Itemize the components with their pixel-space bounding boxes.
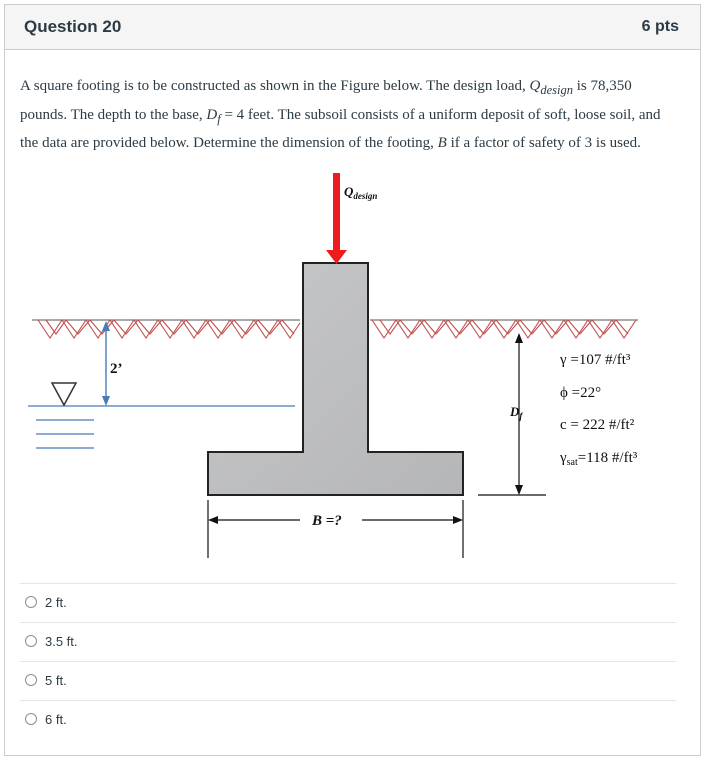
df-symbol: $D_f$: [206, 106, 221, 126]
answer-option[interactable]: [20, 583, 676, 622]
footing-diagram: [20, 168, 650, 568]
b-dimension: [208, 500, 463, 558]
water-level-triangle-icon: [52, 383, 76, 405]
phi-value: ϕ =22°: [560, 385, 602, 401]
radio-button[interactable]: [25, 635, 37, 647]
radio-button[interactable]: [25, 713, 37, 725]
b-label: B =?: [312, 513, 342, 529]
answer-label: 6 ft.: [45, 712, 67, 727]
text-part-4: if a factor of safety of 3 is used.: [446, 135, 641, 151]
text-part-3: = 4 feet. The subsoil consists of a uniform deposit of soft, loose soil, and the data are provided below. Determine the dimension of the footing,: [20, 106, 661, 151]
footing: [208, 263, 463, 495]
answer-list: [20, 583, 676, 739]
text-part-2: is 78,350 pounds. The depth to the base,: [20, 78, 632, 123]
water-depth-label: 2’: [110, 361, 123, 377]
df-label: $D_f$: [510, 404, 523, 421]
gamma-value: γ =107 #/ft³: [560, 352, 631, 368]
radio-button[interactable]: [25, 596, 37, 608]
radio-button[interactable]: [25, 674, 37, 686]
b-symbol: B: [437, 135, 447, 151]
answer-option[interactable]: [20, 622, 676, 661]
answer-label: 2 ft.: [45, 595, 67, 610]
water-depth-dimension: [102, 321, 110, 406]
question-points: 6 pts: [641, 18, 679, 35]
cohesion-value: c = 222 #/ft²: [560, 417, 635, 433]
question-text: [20, 74, 680, 156]
answer-option[interactable]: [20, 700, 676, 739]
load-label: $Q_{design}$: [344, 184, 378, 201]
answer-label: 5 ft.: [45, 673, 67, 688]
soil-properties: [559, 352, 638, 468]
q-design-symbol: $Q_{design}$: [529, 78, 573, 97]
question-header: [5, 5, 700, 50]
ground-surface-left: [32, 320, 300, 338]
ground-surface-right: [370, 320, 638, 338]
water-table: [28, 383, 295, 448]
answer-option[interactable]: [20, 661, 676, 700]
answer-label: 3.5 ft.: [45, 634, 78, 649]
gamma-sat-value: $\gamma_{sat}=118$ #/ft³: [560, 450, 638, 468]
question-title: Question 20: [24, 17, 122, 36]
text-part-1: A square footing is to be constructed as shown in the Figure below. The design load,: [20, 78, 530, 94]
